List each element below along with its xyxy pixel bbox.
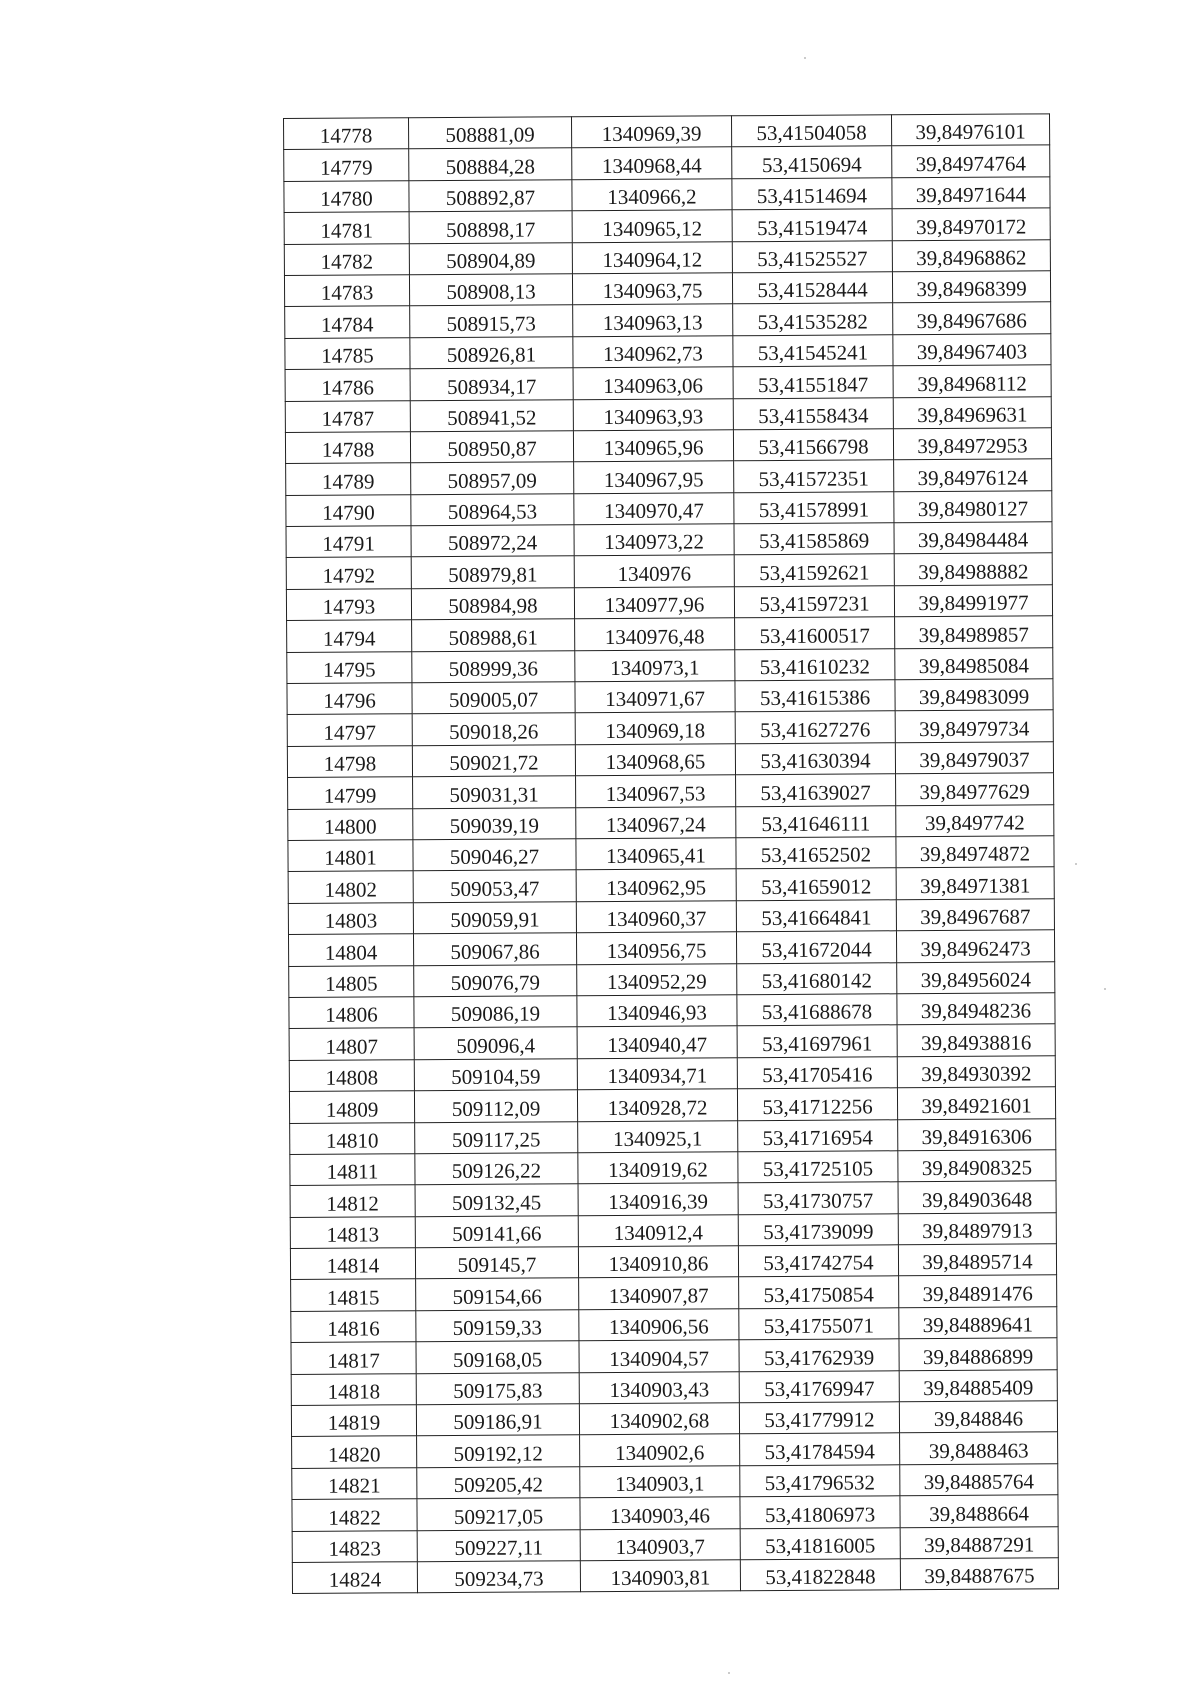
x-coordinate-cell: 508926,81 [410,336,573,368]
y-coordinate-cell: 1340977,96 [574,587,734,619]
latitude-cell: 53,41652502 [736,837,896,869]
latitude-cell: 53,41535282 [733,303,893,335]
latitude-cell: 53,41779912 [739,1402,899,1434]
y-coordinate-cell: 1340903,1 [580,1466,740,1498]
y-coordinate-cell: 1340963,75 [572,273,732,305]
scan-speck [728,1672,730,1674]
y-coordinate-cell: 1340903,7 [580,1528,740,1560]
y-coordinate-cell: 1340967,95 [574,461,734,493]
x-coordinate-cell: 508950,87 [410,431,573,463]
latitude-cell: 53,41627276 [735,711,895,743]
latitude-cell: 53,41525527 [732,240,892,272]
latitude-cell: 53,41739099 [738,1213,898,1245]
table-row [290,1181,1056,1217]
latitude-cell: 53,41750854 [739,1276,899,1308]
table-row [290,1118,1056,1154]
longitude-cell: 39,84938816 [897,1024,1055,1056]
longitude-cell: 39,84980127 [894,490,1052,522]
longitude-cell: 39,84967686 [893,302,1051,334]
table-row [285,396,1051,432]
longitude-cell: 39,84887291 [900,1526,1058,1558]
table-row [284,114,1050,150]
point-number-cell: 14803 [288,902,413,934]
latitude-cell: 53,41545241 [733,335,893,367]
table-row [289,1024,1055,1060]
x-coordinate-cell: 509104,59 [414,1058,577,1090]
table-row [287,742,1053,778]
longitude-cell: 39,84930392 [897,1056,1055,1088]
longitude-cell: 39,84985084 [895,647,1053,679]
point-number-cell: 14801 [288,840,413,872]
table-row [287,679,1053,715]
table-row [289,1087,1055,1123]
y-coordinate-cell: 1340963,06 [573,367,733,399]
x-coordinate-cell: 508979,81 [411,556,574,588]
table-row [284,239,1050,275]
table-row [291,1338,1057,1374]
x-coordinate-cell: 509031,31 [413,776,576,808]
latitude-cell: 53,41551847 [733,366,893,398]
longitude-cell: 39,84921601 [897,1087,1055,1119]
point-number-cell: 14818 [291,1373,416,1405]
table-row [288,836,1054,872]
latitude-cell: 53,41816005 [740,1527,900,1559]
latitude-cell: 53,41697961 [737,1025,897,1057]
table-row [291,1275,1057,1311]
longitude-cell: 39,84988882 [894,553,1052,585]
longitude-cell: 39,84895714 [898,1244,1056,1276]
latitude-cell: 53,41558434 [733,397,893,429]
x-coordinate-cell: 508908,13 [409,274,572,306]
y-coordinate-cell: 1340966,2 [572,179,732,211]
x-coordinate-cell: 509005,07 [412,682,575,714]
table-row [284,271,1050,307]
x-coordinate-cell: 509205,42 [417,1467,580,1499]
point-number-cell: 14806 [289,997,414,1029]
table-row [287,647,1053,683]
longitude-cell: 39,84968112 [893,365,1051,397]
point-number-cell: 14791 [286,526,411,558]
x-coordinate-cell: 509227,11 [417,1529,580,1561]
latitude-cell: 53,41755071 [739,1308,899,1340]
x-coordinate-cell: 509175,83 [416,1372,579,1404]
x-coordinate-cell: 509145,7 [415,1247,578,1279]
x-coordinate-cell: 509046,27 [413,839,576,871]
longitude-cell: 39,84886899 [899,1338,1057,1370]
scan-speck [1104,988,1106,990]
y-coordinate-cell: 1340960,37 [576,901,736,933]
point-number-cell: 14823 [292,1530,417,1562]
latitude-cell: 53,41504058 [731,115,891,147]
point-number-cell: 14782 [284,243,409,275]
longitude-cell: 39,84989857 [895,616,1053,648]
x-coordinate-cell: 509126,22 [415,1153,578,1185]
longitude-cell: 39,84908325 [898,1150,1056,1182]
latitude-cell: 53,41578991 [734,491,894,523]
x-coordinate-cell: 508999,36 [412,650,575,682]
table-row [285,365,1051,401]
table-row [285,428,1051,464]
y-coordinate-cell: 1340962,73 [573,335,733,367]
y-coordinate-cell: 1340952,29 [577,963,737,995]
x-coordinate-cell: 509168,05 [416,1341,579,1373]
latitude-cell: 53,41610232 [735,648,895,680]
latitude-cell: 53,41784594 [740,1433,900,1465]
y-coordinate-cell: 1340971,67 [575,681,735,713]
y-coordinate-cell: 1340910,86 [578,1246,738,1278]
y-coordinate-cell: 1340962,95 [576,869,736,901]
longitude-cell: 39,84977629 [896,773,1054,805]
point-number-cell: 14788 [285,432,410,464]
y-coordinate-cell: 1340965,41 [576,838,736,870]
y-coordinate-cell: 1340973,1 [575,649,735,681]
point-number-cell: 14783 [284,275,409,307]
table-row [289,961,1055,997]
x-coordinate-cell: 509112,09 [414,1090,577,1122]
point-number-cell: 14812 [290,1185,415,1217]
table-row [288,930,1054,966]
longitude-cell: 39,84968862 [892,239,1050,271]
longitude-cell: 39,84976124 [894,459,1052,491]
x-coordinate-cell: 508898,17 [409,211,572,243]
longitude-cell: 39,84889641 [899,1307,1057,1339]
point-number-cell: 14814 [290,1248,415,1280]
table-row [286,459,1052,495]
y-coordinate-cell: 1340969,39 [571,116,731,148]
longitude-cell: 39,84885409 [899,1369,1057,1401]
y-coordinate-cell: 1340916,39 [578,1183,738,1215]
longitude-cell: 39,84974872 [896,836,1054,868]
table-row [291,1307,1057,1343]
latitude-cell: 53,41806973 [740,1496,900,1528]
y-coordinate-cell: 1340906,56 [579,1309,739,1341]
point-number-cell: 14793 [286,589,411,621]
y-coordinate-cell: 1340970,47 [574,492,734,524]
point-number-cell: 14785 [285,337,410,369]
point-number-cell: 14799 [288,777,413,809]
longitude-cell: 39,84916306 [898,1118,1056,1150]
table-row [292,1558,1058,1594]
longitude-cell: 39,84983099 [895,679,1053,711]
x-coordinate-cell: 508934,17 [410,368,573,400]
longitude-cell: 39,848846 [899,1401,1057,1433]
point-number-cell: 14781 [284,212,409,244]
table-row [286,522,1052,558]
latitude-cell: 53,41585869 [734,523,894,555]
x-coordinate-cell: 509159,33 [416,1310,579,1342]
latitude-cell: 53,41716954 [738,1119,898,1151]
x-coordinate-cell: 508884,28 [409,148,572,180]
point-number-cell: 14815 [291,1279,416,1311]
x-coordinate-cell: 509053,47 [413,870,576,902]
x-coordinate-cell: 509076,79 [414,964,577,996]
x-coordinate-cell: 509117,25 [415,1121,578,1153]
scan-speck [1075,863,1077,865]
longitude-cell: 39,84903648 [898,1181,1056,1213]
point-number-cell: 14802 [288,871,413,903]
x-coordinate-cell: 509217,05 [417,1498,580,1530]
table-row [286,490,1052,526]
latitude-cell: 53,41514694 [732,178,892,210]
point-number-cell: 14824 [292,1562,417,1594]
table-sheet [283,113,1058,1594]
point-number-cell: 14820 [292,1436,417,1468]
coordinates-table [283,113,1059,1594]
table-row [284,145,1050,181]
x-coordinate-cell: 509021,72 [412,745,575,777]
y-coordinate-cell: 1340963,13 [573,304,733,336]
longitude-cell: 39,8497742 [896,804,1054,836]
longitude-cell: 39,84984484 [894,522,1052,554]
x-coordinate-cell: 509086,19 [414,996,577,1028]
point-number-cell: 14808 [289,1059,414,1091]
table-row [290,1244,1056,1280]
x-coordinate-cell: 509132,45 [415,1184,578,1216]
latitude-cell: 53,41566798 [733,429,893,461]
longitude-cell: 39,84969631 [893,396,1051,428]
latitude-cell: 53,41572351 [734,460,894,492]
table-row [288,773,1054,809]
longitude-cell: 39,84979734 [895,710,1053,742]
latitude-cell: 53,41742754 [738,1245,898,1277]
longitude-cell: 39,84976101 [891,114,1049,146]
point-number-cell: 14778 [284,118,409,150]
table-row [288,804,1054,840]
y-coordinate-cell: 1340965,12 [572,210,732,242]
table-row [289,1056,1055,1092]
y-coordinate-cell: 1340963,93 [573,398,733,430]
point-number-cell: 14811 [290,1154,415,1186]
point-number-cell: 14800 [288,808,413,840]
longitude-cell: 39,84979037 [895,742,1053,774]
y-coordinate-cell: 1340934,71 [577,1057,737,1089]
longitude-cell: 39,84962473 [896,930,1054,962]
table-row [292,1464,1058,1500]
longitude-cell: 39,84897913 [898,1212,1056,1244]
longitude-cell: 39,84885764 [900,1464,1058,1496]
table-row [292,1432,1058,1468]
y-coordinate-cell: 1340967,53 [576,775,736,807]
x-coordinate-cell: 508984,98 [411,588,574,620]
longitude-cell: 39,84970172 [892,208,1050,240]
longitude-cell: 39,84991977 [894,585,1052,617]
table-row [286,585,1052,621]
latitude-cell: 53,41796532 [740,1465,900,1497]
table-row [288,899,1054,935]
point-number-cell: 14810 [290,1122,415,1154]
y-coordinate-cell: 1340968,44 [572,147,732,179]
x-coordinate-cell: 509141,66 [415,1215,578,1247]
point-number-cell: 14792 [286,557,411,589]
x-coordinate-cell: 509059,91 [413,901,576,933]
latitude-cell: 53,41705416 [737,1056,897,1088]
longitude-cell: 39,84971381 [896,867,1054,899]
table-row [286,553,1052,589]
y-coordinate-cell: 1340902,68 [579,1403,739,1435]
y-coordinate-cell: 1340903,81 [580,1560,740,1592]
point-number-cell: 14779 [284,149,409,181]
latitude-cell: 53,41769947 [739,1370,899,1402]
point-number-cell: 14816 [291,1311,416,1343]
latitude-cell: 53,41680142 [737,962,897,994]
x-coordinate-cell: 508915,73 [410,305,573,337]
point-number-cell: 14807 [289,1028,414,1060]
table-row [287,710,1053,746]
point-number-cell: 14805 [289,965,414,997]
point-number-cell: 14822 [292,1499,417,1531]
table-row [292,1526,1058,1562]
y-coordinate-cell: 1340964,12 [572,241,732,273]
point-number-cell: 14813 [290,1216,415,1248]
y-coordinate-cell: 1340976,48 [575,618,735,650]
point-number-cell: 14809 [289,1091,414,1123]
x-coordinate-cell: 509096,4 [414,1027,577,1059]
table-row [291,1401,1057,1437]
y-coordinate-cell: 1340904,57 [579,1340,739,1372]
x-coordinate-cell: 508881,09 [409,117,572,149]
latitude-cell: 53,41664841 [736,900,896,932]
latitude-cell: 53,41519474 [732,209,892,241]
latitude-cell: 53,41528444 [732,272,892,304]
latitude-cell: 53,41615386 [735,680,895,712]
x-coordinate-cell: 508988,61 [412,619,575,651]
y-coordinate-cell: 1340976 [574,555,734,587]
longitude-cell: 39,84971644 [892,177,1050,209]
table-row [290,1212,1056,1248]
longitude-cell: 39,8488463 [900,1432,1058,1464]
longitude-cell: 39,84891476 [899,1275,1057,1307]
y-coordinate-cell: 1340928,72 [577,1089,737,1121]
latitude-cell: 53,41725105 [738,1151,898,1183]
y-coordinate-cell: 1340965,96 [573,430,733,462]
x-coordinate-cell: 509067,86 [413,933,576,965]
latitude-cell: 53,41639027 [736,774,896,806]
x-coordinate-cell: 509186,91 [416,1404,579,1436]
point-number-cell: 14819 [291,1405,416,1437]
x-coordinate-cell: 508941,52 [410,399,573,431]
latitude-cell: 53,41672044 [736,931,896,963]
y-coordinate-cell: 1340925,1 [578,1120,738,1152]
longitude-cell: 39,84967403 [893,334,1051,366]
y-coordinate-cell: 1340956,75 [576,932,736,964]
y-coordinate-cell: 1340968,65 [575,744,735,776]
point-number-cell: 14786 [285,369,410,401]
x-coordinate-cell: 508964,53 [411,493,574,525]
point-number-cell: 14821 [292,1468,417,1500]
latitude-cell: 53,41646111 [736,805,896,837]
x-coordinate-cell: 509234,73 [417,1561,580,1593]
latitude-cell: 53,41600517 [735,617,895,649]
point-number-cell: 14797 [287,714,412,746]
table-row [290,1150,1056,1186]
longitude-cell: 39,84967687 [896,899,1054,931]
latitude-cell: 53,41762939 [739,1339,899,1371]
x-coordinate-cell: 508957,09 [411,462,574,494]
x-coordinate-cell: 509018,26 [412,713,575,745]
x-coordinate-cell: 509192,12 [417,1435,580,1467]
table-row [285,302,1051,338]
latitude-cell: 53,41688678 [737,994,897,1026]
latitude-cell: 53,41730757 [738,1182,898,1214]
point-number-cell: 14796 [287,683,412,715]
y-coordinate-cell: 1340903,46 [580,1497,740,1529]
y-coordinate-cell: 1340967,24 [576,806,736,838]
longitude-cell: 39,84974764 [892,145,1050,177]
latitude-cell: 53,41659012 [736,868,896,900]
x-coordinate-cell: 508892,87 [409,180,572,212]
y-coordinate-cell: 1340902,6 [580,1434,740,1466]
point-number-cell: 14784 [285,306,410,338]
x-coordinate-cell: 509039,19 [413,807,576,839]
point-number-cell: 14794 [287,620,412,652]
y-coordinate-cell: 1340907,87 [579,1277,739,1309]
scan-speck [804,57,806,59]
table-row [291,1369,1057,1405]
coordinates-table-body [284,114,1059,1594]
y-coordinate-cell: 1340946,93 [577,995,737,1027]
y-coordinate-cell: 1340903,43 [579,1371,739,1403]
latitude-cell: 53,41592621 [734,554,894,586]
y-coordinate-cell: 1340940,47 [577,1026,737,1058]
x-coordinate-cell: 508904,89 [409,242,572,274]
table-row [284,208,1050,244]
latitude-cell: 53,41712256 [737,1088,897,1120]
longitude-cell: 39,84972953 [893,428,1051,460]
longitude-cell: 39,84887675 [900,1558,1058,1590]
longitude-cell: 39,8488664 [900,1495,1058,1527]
table-row [285,334,1051,370]
y-coordinate-cell: 1340912,4 [578,1214,738,1246]
point-number-cell: 14804 [288,934,413,966]
longitude-cell: 39,84956024 [897,961,1055,993]
latitude-cell: 53,41597231 [734,586,894,618]
point-number-cell: 14780 [284,181,409,213]
latitude-cell: 53,4150694 [732,146,892,178]
y-coordinate-cell: 1340969,18 [575,712,735,744]
point-number-cell: 14798 [287,746,412,778]
table-row [289,993,1055,1029]
x-coordinate-cell: 509154,66 [416,1278,579,1310]
table-row [288,867,1054,903]
point-number-cell: 14789 [286,463,411,495]
table-row [287,616,1053,652]
point-number-cell: 14790 [286,494,411,526]
point-number-cell: 14817 [291,1342,416,1374]
longitude-cell: 39,84968399 [892,271,1050,303]
y-coordinate-cell: 1340919,62 [578,1152,738,1184]
x-coordinate-cell: 508972,24 [411,525,574,557]
y-coordinate-cell: 1340973,22 [574,524,734,556]
latitude-cell: 53,41822848 [740,1559,900,1591]
point-number-cell: 14795 [287,651,412,683]
point-number-cell: 14787 [285,400,410,432]
latitude-cell: 53,41630394 [735,743,895,775]
longitude-cell: 39,84948236 [897,993,1055,1025]
table-row [292,1495,1058,1531]
table-row [284,177,1050,213]
